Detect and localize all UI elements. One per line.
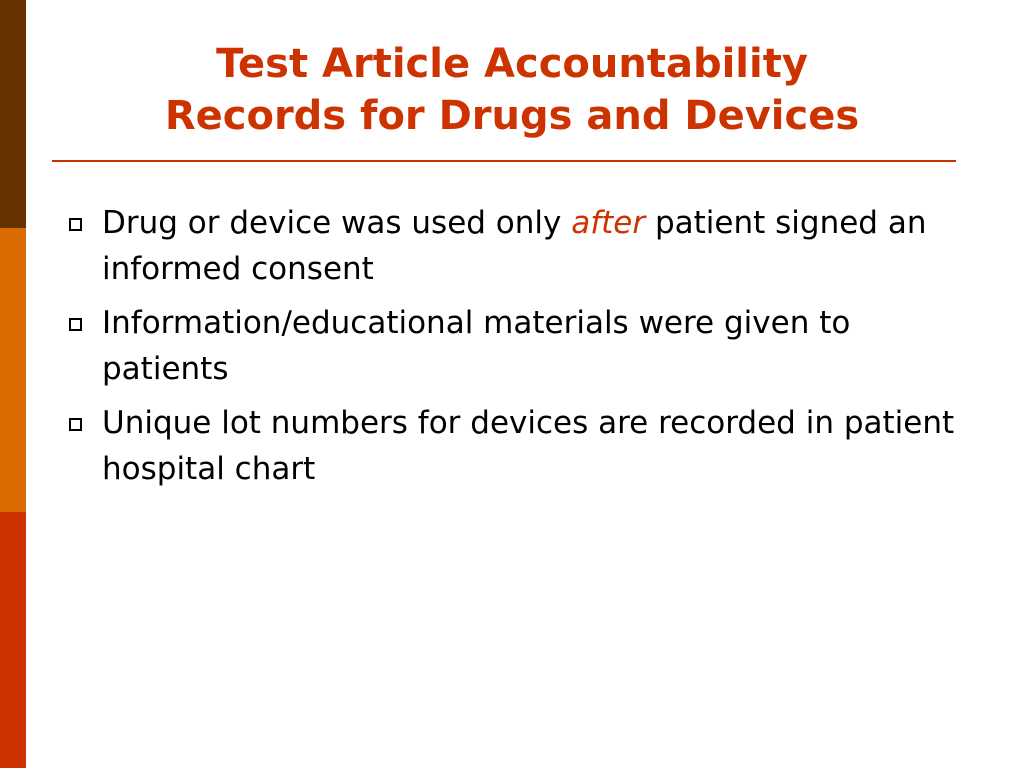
hollow-square-bullet-icon xyxy=(69,418,82,431)
slide-title xyxy=(60,38,964,142)
left-stripe-dark-brown xyxy=(0,0,26,228)
slide-title-line-2: Records for Drugs and Devices xyxy=(164,93,860,139)
left-stripe-orange xyxy=(0,228,26,512)
left-stripe-red xyxy=(0,512,26,768)
bullet-item-lot-numbers xyxy=(66,400,966,492)
bullet-text-after: patient signed an informed consent xyxy=(102,205,927,287)
bullet-list xyxy=(66,200,966,500)
bullet-emphasis-after: after xyxy=(571,205,646,241)
title-divider xyxy=(52,160,956,162)
bullet-item-consent xyxy=(66,200,966,292)
bullet-item-materials xyxy=(66,300,966,392)
bullet-text: Information/educational materials were given to patients xyxy=(102,305,851,387)
hollow-square-bullet-icon xyxy=(69,218,82,231)
bullet-text: Unique lot numbers for devices are recorded in patient hospital chart xyxy=(102,405,955,487)
hollow-square-bullet-icon xyxy=(69,318,82,331)
slide-title-line-1: Test Article Accountability xyxy=(216,41,808,87)
bullet-text-before: Drug or device was used only xyxy=(102,205,572,241)
